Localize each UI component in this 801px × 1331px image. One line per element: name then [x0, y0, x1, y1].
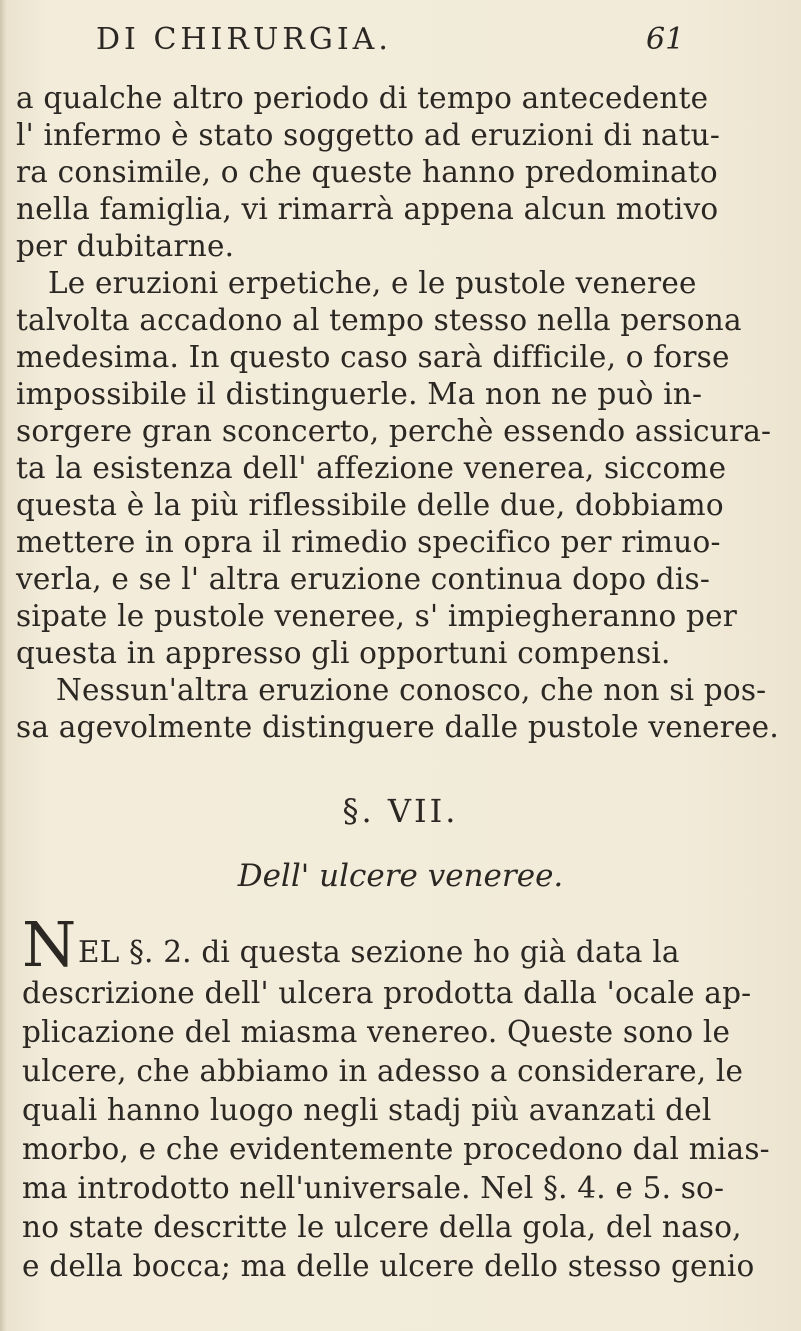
text-line: EL §. 2. di questa sezione ho già data la	[78, 935, 680, 969]
text-line: Nessun'altra eruzione conosco, che non si pos-	[56, 673, 767, 707]
text-line: Le eruzioni erpetiche, e le pustole veneree	[48, 266, 697, 300]
text-line: sorgere gran sconcerto, perchè essendo assicura-	[16, 414, 772, 448]
text-line: ra consimile, o che queste hanno predominato	[16, 155, 718, 189]
text-line: medesima. In questo caso sarà difficile, o forse	[16, 340, 730, 374]
text-line: sipate le pustole veneree, s' impiegheranno per	[16, 599, 738, 633]
text-line: talvolta accadono al tempo stesso nella persona	[16, 303, 742, 337]
text-line: ma introdotto nell'universale. Nel §. 4. e 5. so-	[22, 1171, 725, 1205]
page-number: 61	[646, 22, 685, 57]
text-line: l' infermo è stato soggetto ad eruzioni di natu-	[16, 118, 720, 152]
text-line: descrizione dell' ulcera prodotta dalla 'ocale ap-	[22, 976, 752, 1010]
text-line: verla, e se l' altra eruzione continua dopo dis-	[16, 562, 711, 596]
text-line: sa agevolmente distinguere dalle pustole veneree.	[16, 710, 779, 744]
text-line: no state descritte le ulcere della gola, del naso,	[22, 1210, 742, 1244]
running-head: DI CHIRURGIA.	[96, 22, 392, 57]
text-line: ulcere, che abbiamo in adesso a considerare, le	[22, 1054, 744, 1088]
page-header	[96, 22, 696, 62]
text-line: morbo, e che evidentemente procedono dal mias-	[22, 1132, 770, 1166]
page-gutter	[0, 0, 6, 1331]
text-line: nella famiglia, vi rimarrà appena alcun motivo	[16, 192, 719, 226]
text-line: quali hanno luogo negli stadj più avanzati del	[22, 1093, 712, 1127]
text-line: questa è la più riflessibile delle due, dobbiamo	[16, 488, 724, 522]
section-heading: §. VII.	[342, 792, 459, 830]
text-line: questa in appresso gli opportuni compensi.	[16, 636, 671, 670]
section-title: Dell' ulcere veneree.	[237, 858, 564, 894]
text-line: a qualche altro periodo di tempo antecedente	[16, 81, 709, 115]
text-line: plicazione del miasma venereo. Queste sono le	[22, 1015, 731, 1049]
text-line: ta la esistenza dell' affezione venerea, siccome	[16, 451, 727, 485]
text-line: e della bocca; ma delle ulcere dello stesso genio	[22, 1249, 755, 1283]
text-line: per dubitarne.	[16, 229, 235, 263]
text-line: mettere in opra il rimedio specifico per rimuo-	[16, 525, 721, 559]
drop-cap: N	[22, 908, 77, 981]
text-line: impossibile il distinguerle. Ma non ne può in-	[16, 377, 703, 411]
